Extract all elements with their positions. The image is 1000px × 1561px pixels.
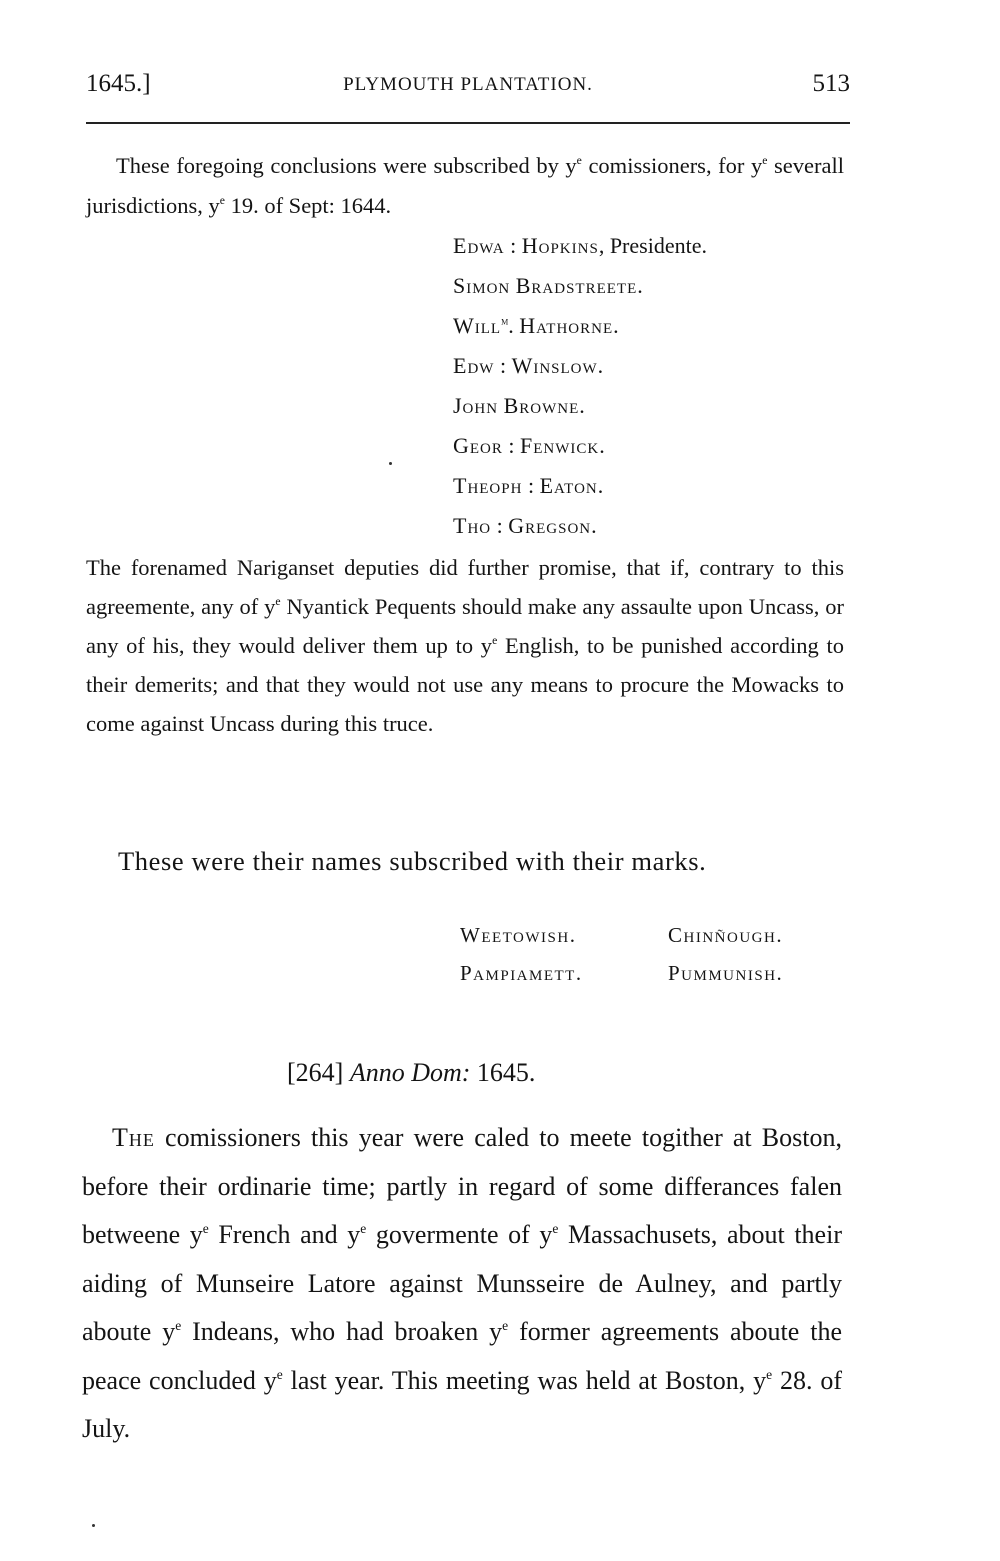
superscript: e — [276, 1366, 283, 1382]
signer — [453, 346, 707, 386]
signer-first: John — [453, 393, 499, 418]
signer — [453, 426, 707, 466]
signer-sep: : — [502, 433, 521, 458]
signer-suffix: . — [613, 313, 619, 338]
signer-last: Eaton — [539, 473, 598, 498]
names-subscribed-line: These were their names subscribed with their marks. — [118, 846, 707, 876]
paragraph-conclusions — [86, 146, 844, 226]
text-run: last year. This meeting was held at Boston, y — [282, 1365, 767, 1395]
mark-name: Chinñough. — [668, 923, 784, 947]
signer-suffix: . — [597, 473, 604, 498]
superscript: e — [275, 595, 281, 609]
signer — [453, 306, 707, 346]
signer-suffix: . — [599, 433, 605, 458]
text-run: These foregoing conclusions were subscribed by y — [116, 153, 577, 178]
running-head-title: PLYMOUTH PLANTATION. — [343, 74, 593, 95]
text-run: Indeans, who had broaken y — [181, 1317, 503, 1346]
signer-sep: : — [494, 353, 512, 378]
text-run: severall jurisdictions, y — [86, 153, 844, 218]
signer-last: Hopkins — [521, 233, 599, 258]
signer-first: Edwa — [453, 233, 505, 258]
signer-first: Geor — [453, 433, 503, 458]
text-run: Massachusets, about their aiding of Munseire Latore against Munsseire de Aulney, and partly aboute y — [82, 1220, 842, 1346]
signer-suffix: . — [637, 273, 643, 298]
signer-first: Will — [453, 313, 502, 338]
signer-last: Browne — [503, 393, 580, 418]
signer-last: Hathorne — [519, 313, 614, 338]
text-run: English, to be punished according to their demerits; and that they would not use any means to procure the Mowacks to come against Uncass during this truce. — [86, 633, 844, 736]
signer — [453, 506, 707, 546]
mark-name: Weetowish. — [460, 923, 577, 947]
paragraph-commissioners-1645 — [82, 1114, 842, 1454]
anno-label: Anno Dom: — [349, 1058, 471, 1087]
text-run: comissioners, for y — [581, 153, 763, 178]
signer-last: Fenwick — [520, 433, 600, 458]
signer-first: Simon — [453, 273, 511, 298]
signer-first: Edw — [453, 353, 495, 378]
signer — [453, 386, 707, 426]
signer-sep: : — [504, 233, 522, 258]
signer-suffix: . — [579, 393, 585, 418]
anno-dom-heading — [287, 1058, 535, 1088]
signer-suffix: . — [597, 353, 604, 378]
superscript: e — [576, 154, 582, 168]
superscript: e — [552, 1220, 559, 1236]
signer-suffix: . — [591, 513, 597, 538]
signer — [453, 226, 707, 266]
superscript: e — [502, 1317, 509, 1333]
signer-suffix: , Presidente. — [598, 233, 707, 258]
paragraph-nariganset-promise — [86, 548, 844, 743]
signer-last: Winslow — [511, 353, 598, 378]
superscript: e — [492, 634, 498, 648]
mark-name: Pampiamett. — [460, 961, 583, 985]
superscript: e — [762, 154, 768, 168]
signer-sep: : — [491, 513, 509, 538]
text-run: 19. of Sept: 1644. — [224, 193, 392, 218]
running-head-year: 1645.] — [86, 70, 151, 97]
mark-name: Pummunish. — [668, 961, 784, 985]
print-speck — [92, 1524, 95, 1527]
text-run: govermente of y — [366, 1220, 553, 1249]
superscript: e — [219, 194, 225, 208]
signers-list — [453, 226, 707, 546]
superscript: e — [175, 1317, 182, 1333]
signer — [453, 266, 707, 306]
signer-sep: : — [522, 473, 540, 498]
text-run: comissioners this year were caled to meete togither at Boston, before their ordinarie time; partly in regard of some differances falen betweene y — [82, 1123, 842, 1249]
text-run: French and y — [208, 1220, 361, 1249]
text-run: Nyantick Pequents should make any assaulte upon Uncass, or any of his, they would deliver them up to y — [86, 594, 844, 658]
text-run: 28. of July. — [82, 1365, 842, 1443]
print-speck — [389, 462, 392, 465]
superscript: e — [202, 1220, 209, 1236]
signer-first: Tho — [453, 513, 492, 538]
signer-last: Bradstreete — [515, 273, 638, 298]
superscript: m — [501, 315, 509, 328]
signer — [453, 466, 707, 506]
page-number: 513 — [812, 70, 850, 97]
superscript: e — [766, 1366, 773, 1382]
header-rule — [86, 122, 850, 124]
signer-sep: . — [508, 313, 520, 338]
text-run: former agreements aboute the peace concluded y — [82, 1317, 842, 1395]
signer-last: Gregson — [508, 513, 592, 538]
text-run: The forenamed Nariganset deputies did further promise, that if, contrary to this agreemente, any of y — [86, 555, 844, 619]
running-head — [86, 70, 850, 106]
page-ref: [264] — [287, 1058, 344, 1087]
anno-year: 1645. — [476, 1058, 536, 1087]
superscript: e — [360, 1220, 367, 1236]
lead-word: The — [112, 1123, 155, 1152]
signer-first: Theoph — [453, 473, 523, 498]
